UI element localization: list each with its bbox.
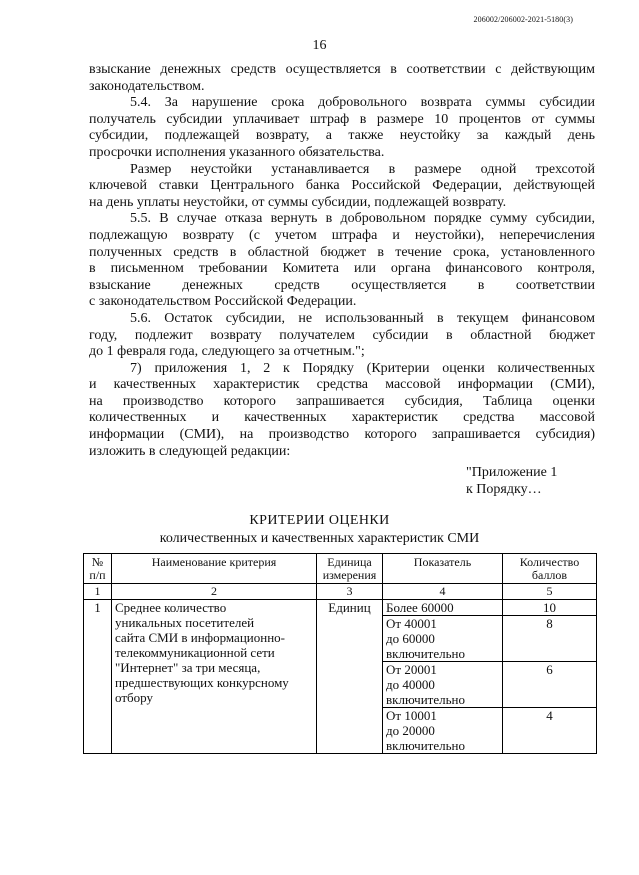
indicator-cell: От 40001 до 60000 включительно [383,616,503,662]
criteria-title: КРИТЕРИИ ОЦЕНКИ [249,513,390,528]
page-number: 16 [312,38,327,53]
paragraph-line: изложить в следующей редакции: [89,443,291,459]
paragraph-line: в письменном требовании Комитета или органа финансового контроля, [89,261,595,277]
column-number: 5 [503,584,597,600]
appendix-reference [466,464,557,498]
paragraph-line: с законодательством Российской Федерации. [89,294,357,310]
score-cell: 8 [503,616,597,662]
row-number: 1 [84,600,112,754]
body-text [89,62,595,460]
paragraph-continuation: взыскание денежных средств осуществляется в соответствии с действующим [89,62,595,77]
paragraph-5-5: 5.5. В случае отказа вернуть в добровольном порядке сумму субсидии, [130,211,595,227]
paragraph-line: и качественных характеристик средства массовой информации (СМИ), [89,377,595,393]
criteria-subtitle: количественных и качественных характеристик СМИ [159,531,480,546]
column-number: 3 [317,584,383,600]
paragraph-line: году, подлежит возврату получателем субсидии в областной бюджет [89,327,595,343]
paragraph-line: информации (СМИ), на производство которого запрашивается субсидия) [89,427,595,443]
table-row [84,600,597,616]
paragraph-line: получатель субсидии уплачивает штраф в размере 10 процентов от суммы [89,111,595,127]
paragraph-line: подлежащую возврату (с учетом штрафа и неустойки), неперечисления [89,227,595,243]
column-number: 2 [112,584,317,600]
score-cell: 6 [503,662,597,708]
paragraph-line: взыскание денежных средств осуществляется в соответствии [89,277,595,293]
paragraph-line: полученных средств в областной бюджет в течение срока, установленного [89,244,595,260]
paragraph-5-4: 5.4. За нарушение срока добровольного возврата суммы субсидии [130,95,595,111]
paragraph-line: ключевой ставки Центрального банка Российской Федерации, действующей [89,178,595,194]
paragraph-item-7: 7) приложения 1, 2 к Порядку (Критерии оценки количественных [130,360,595,376]
col-header-score: Количество баллов [503,554,597,584]
column-number: 1 [84,584,112,600]
column-number: 4 [383,584,503,600]
criterion-name: Среднее количество уникальных посетителей сайта СМИ в информационно- телекоммуникационной сети "Интернет" за три месяца, предшествующих конкурсному отбору [112,600,317,754]
appendix-line-1: "Приложение 1 [466,465,558,480]
paragraph-line: на день уплаты неустойки, от суммы субсидии, подлежащей возврату. [89,194,507,210]
paragraph-line: на производство которого запрашивается субсидия, Таблица оценки [89,393,595,409]
col-header-indicator: Показатель [383,554,503,584]
indicator-cell: От 10001 до 20000 включительно [383,708,503,754]
paragraph-line: количественных и качественных характеристик средства массовой [89,410,595,426]
document-id: 206002/206002-2021-5180(3) [473,15,573,24]
col-header-number: № п/п [84,554,112,584]
paragraph-penalty-size: Размер неустойки устанавливается в размере одной трехсотой [130,161,595,177]
criteria-table [83,553,597,754]
criterion-unit: Единиц [317,600,383,754]
indicator-cell: Более 60000 [383,600,503,616]
paragraph-5-6: 5.6. Остаток субсидии, не использованный в текущем финансовом [130,310,595,326]
paragraph-line: до 1 февраля года, следующего за отчетным."; [89,344,365,360]
col-header-name: Наименование критерия [112,554,317,584]
column-number-row [84,584,597,600]
paragraph-line: просрочки исполнения указанного обязательства. [89,144,385,160]
score-cell: 4 [503,708,597,754]
paragraph-line: субсидии, подлежащей возврату, а также неустойку за каждый день [89,128,595,144]
appendix-line-2: к Порядку… [466,482,542,497]
paragraph-line: законодательством. [89,78,205,94]
score-cell: 10 [503,600,597,616]
indicator-cell: От 20001 до 40000 включительно [383,662,503,708]
table-header-row [84,554,597,584]
col-header-unit: Единица измерения [317,554,383,584]
